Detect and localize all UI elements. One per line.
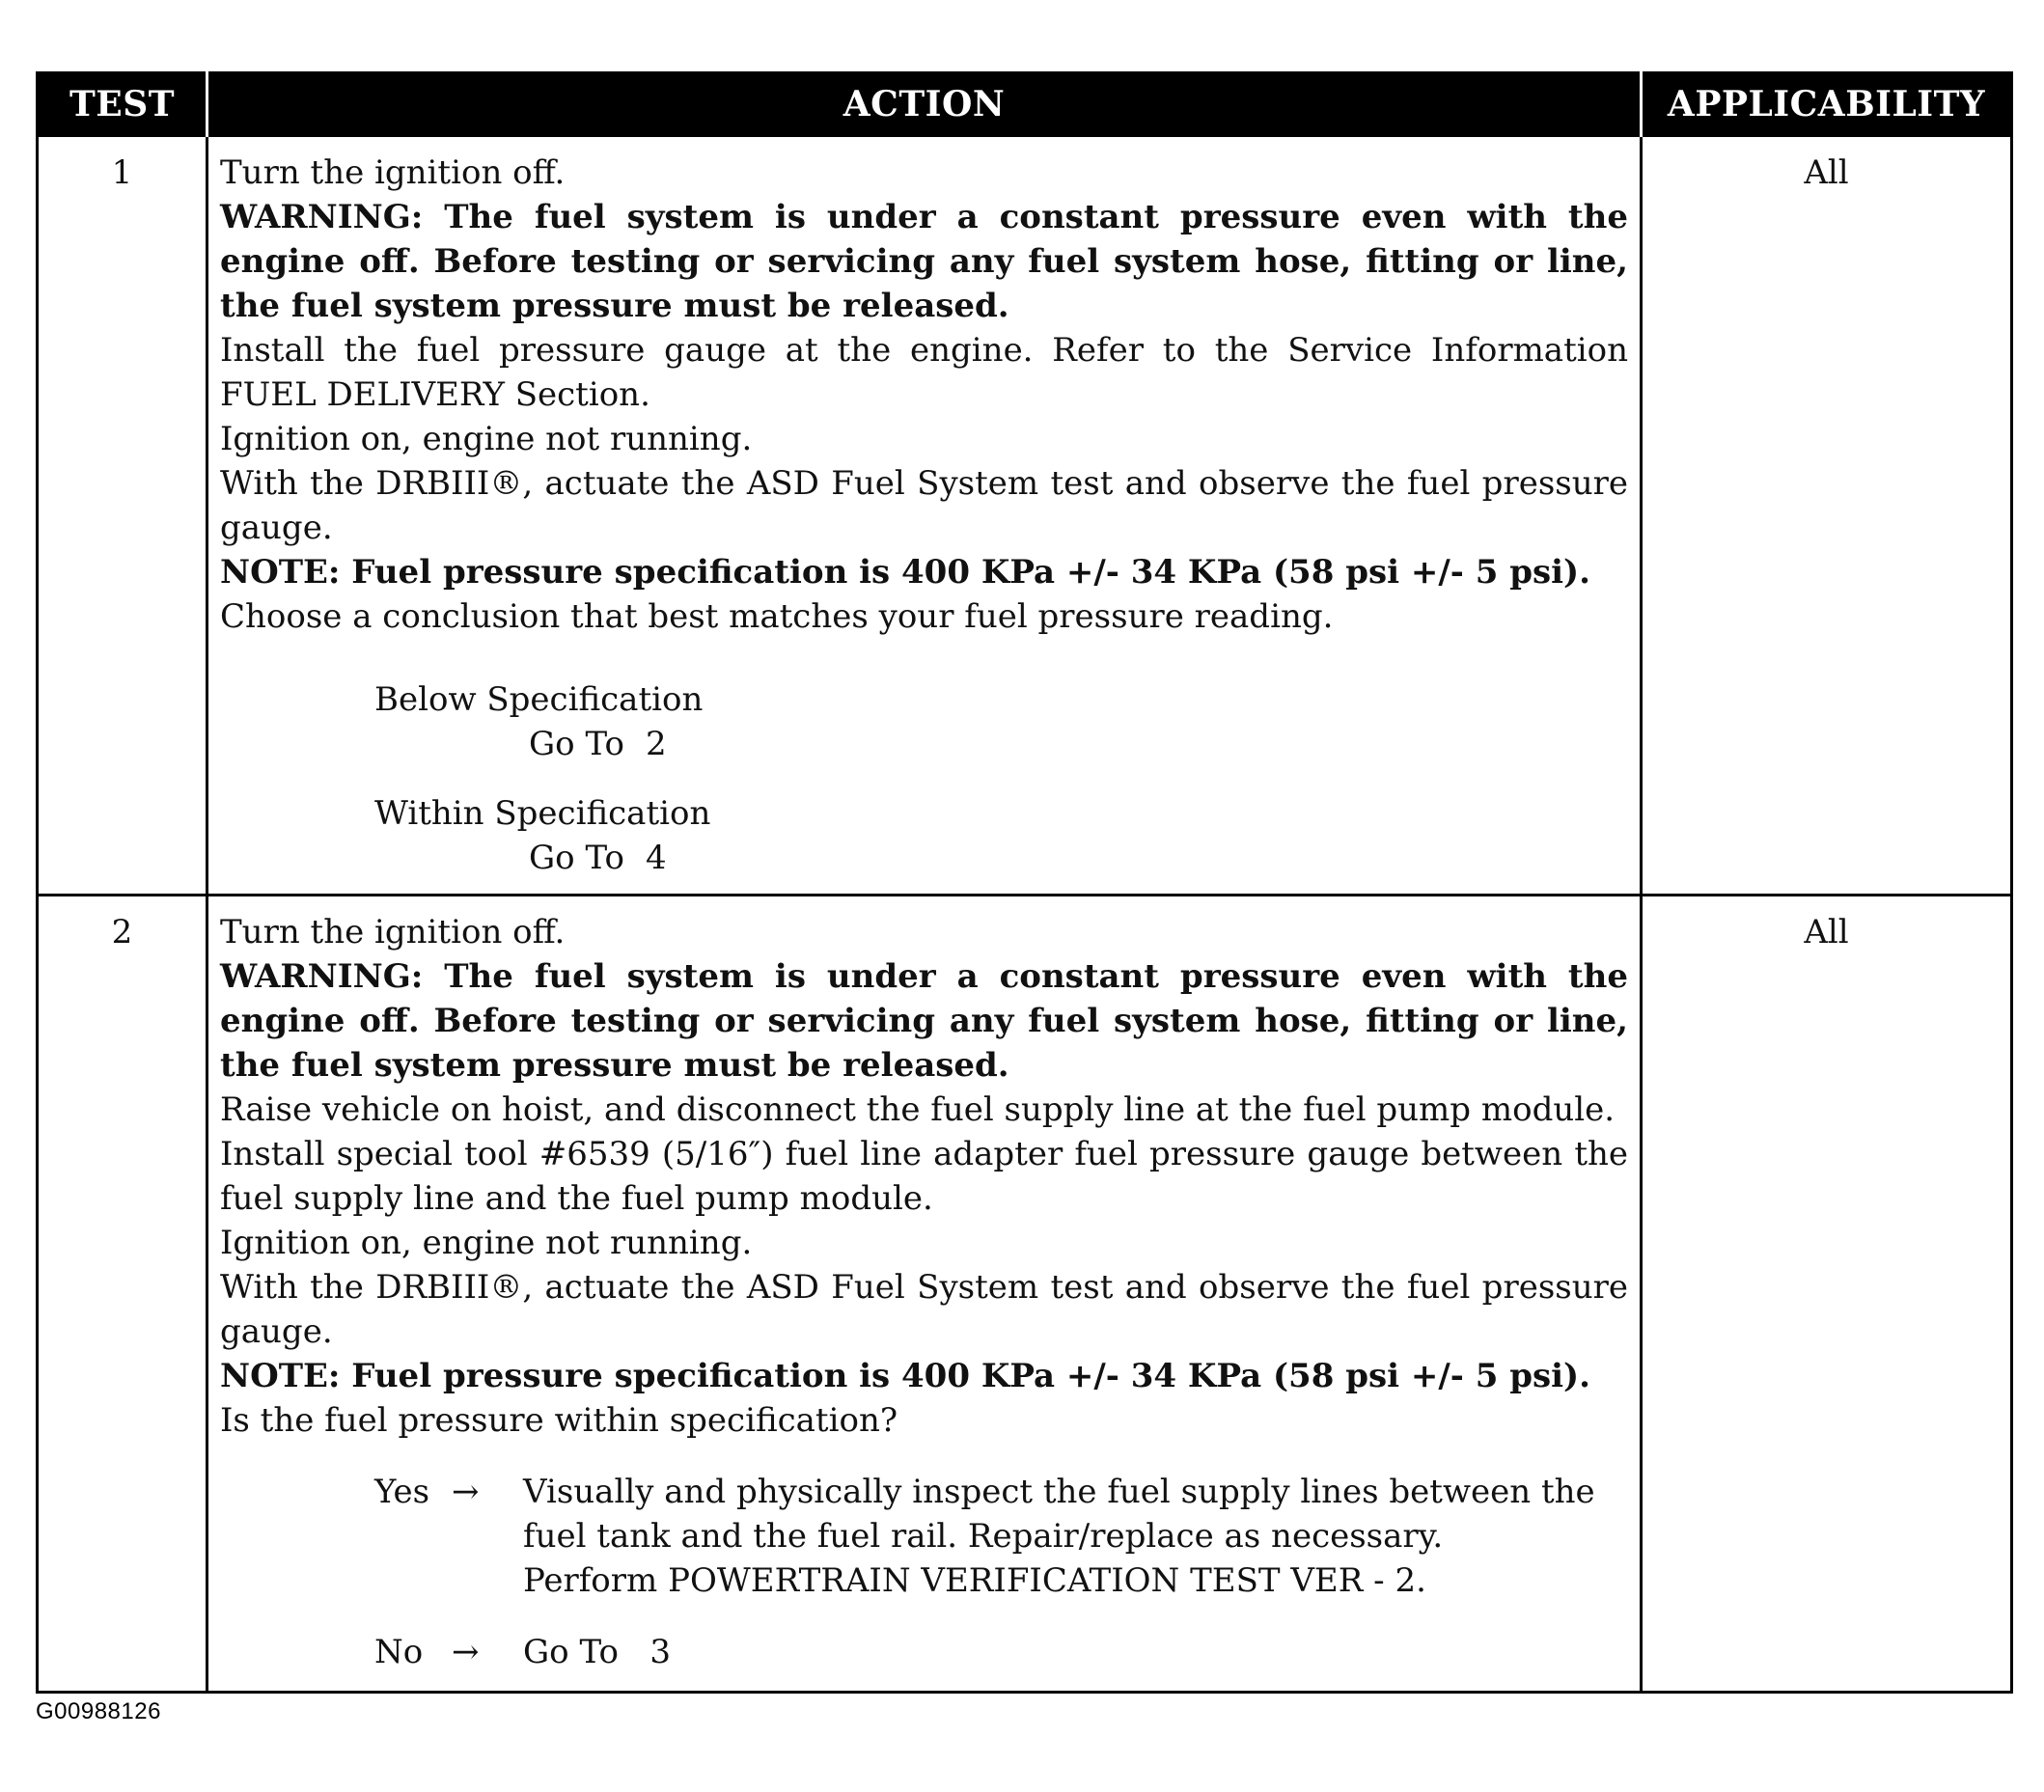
choice-result: [523, 1470, 1628, 1603]
test-number: 2: [38, 896, 207, 1693]
action-step: Turn the ignition off.: [220, 913, 566, 951]
choice-result-line: fuel tank and the fuel rail. Repair/replace as necessary.: [523, 1517, 1444, 1556]
choice-label: No: [374, 1633, 424, 1671]
choice-result-line: Perform POWERTRAIN VERIFICATION TEST VER - 2.: [523, 1561, 1426, 1600]
goto-text: Go To: [529, 725, 624, 763]
branch-label-below-spec: Below Specification: [374, 680, 704, 719]
choice-no[interactable]: [374, 1630, 1628, 1674]
action-step: Is the fuel pressure within specification?: [220, 1401, 898, 1440]
action-step: Choose a conclusion that best matches your fuel pressure reading.: [220, 597, 1334, 636]
goto-link[interactable]: [529, 722, 1628, 766]
table-row-test-1: [38, 136, 2012, 896]
branch-label-within-spec: Within Specification: [374, 794, 711, 833]
warning-text: WARNING: The fuel system is under a constant pressure even with the engine off. Before testing or servicing any fuel system hose, fitting or line, the fuel system pressure must be released.: [220, 957, 1628, 1085]
diagnostic-test-table: [36, 71, 2013, 1694]
choice-result-line: Go To 3: [523, 1633, 671, 1671]
right-arrow-icon: →: [452, 1473, 480, 1511]
action-step: Turn the ignition off.: [220, 153, 566, 192]
goto-text: Go To: [529, 839, 624, 877]
header-test: TEST: [38, 73, 207, 136]
action-step: With the DRBIII®, actuate the ASD Fuel System test and observe the fuel pressure gauge.: [220, 464, 1628, 547]
action-step: Install special tool #6539 (5/16″) fuel line adapter fuel pressure gauge between the fuel supply line and the fuel pump module.: [220, 1135, 1628, 1218]
choice-yes[interactable]: [374, 1470, 1628, 1603]
action-step: Ignition on, engine not running.: [220, 420, 753, 458]
applicability-cell: All: [1642, 896, 2012, 1693]
note-text: NOTE: Fuel pressure specification is 400 KPa +/- 34 KPa (58 psi +/- 5 psi).: [220, 1357, 1590, 1395]
action-cell: [207, 136, 1642, 896]
figure-id: G00988126: [36, 1698, 161, 1724]
note-text: NOTE: Fuel pressure specification is 400 KPa +/- 34 KPa (58 psi +/- 5 psi).: [220, 553, 1590, 592]
action-step: Install the fuel pressure gauge at the engine. Refer to the Service Information FUEL DELIVERY Section.: [220, 331, 1628, 414]
choice-result-line: Visually and physically inspect the fuel supply lines between the: [523, 1473, 1595, 1511]
warning-text: WARNING: The fuel system is under a constant pressure even with the engine off. Before testing or servicing any fuel system hose, fitting or line, the fuel system pressure must be released.: [220, 198, 1628, 325]
action-step: With the DRBIII®, actuate the ASD Fuel System test and observe the fuel pressure gauge.: [220, 1268, 1628, 1351]
action-cell: [207, 896, 1642, 1693]
action-step: Ignition on, engine not running.: [220, 1224, 753, 1262]
table-row-test-2: [38, 896, 2012, 1693]
choice-result: [523, 1630, 1628, 1674]
table-header-row: [38, 73, 2012, 136]
goto-link[interactable]: [529, 836, 1628, 880]
goto-target: 4: [645, 839, 667, 877]
header-applicability: APPLICABILITY: [1642, 73, 2012, 136]
goto-target: 2: [645, 725, 667, 763]
test-number: 1: [38, 136, 207, 896]
action-step: Raise vehicle on hoist, and disconnect the fuel supply line at the fuel pump module.: [220, 1090, 1616, 1129]
header-action: ACTION: [207, 73, 1642, 136]
right-arrow-icon: →: [452, 1633, 480, 1671]
choice-label: Yes: [374, 1473, 430, 1511]
applicability-cell: All: [1642, 136, 2012, 896]
